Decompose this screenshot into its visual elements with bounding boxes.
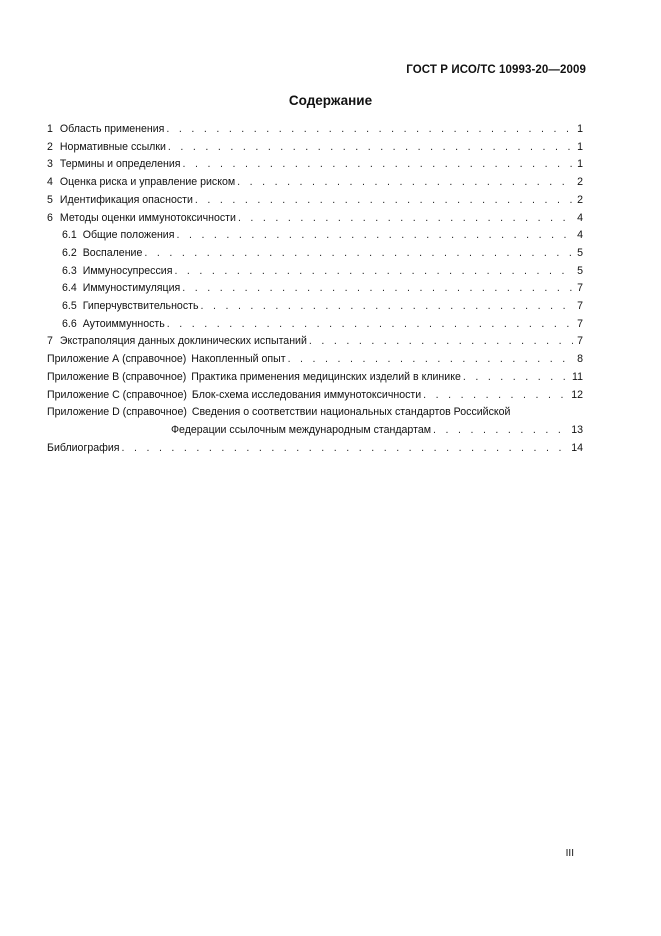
toc-entry-title: Иммуностимуляция xyxy=(82,282,181,295)
toc-entry-page: 2 xyxy=(577,193,583,206)
leader-dots xyxy=(288,351,573,369)
toc-entry-title: Нормативные ссылки xyxy=(59,140,166,153)
toc-entry-page: 7 xyxy=(577,317,583,330)
toc-entry-4[interactable] xyxy=(47,174,583,192)
toc-entry-page: 1 xyxy=(577,158,583,171)
toc-entry-title: Экстраполяция данных доклинических испытаний xyxy=(59,335,307,348)
appendix-prefix: Приложение А (справочное) xyxy=(47,353,187,366)
toc-entry-5[interactable] xyxy=(47,192,583,210)
toc-entry-6-5[interactable] xyxy=(47,298,583,316)
toc-appendix-b[interactable] xyxy=(47,369,583,387)
leader-dots xyxy=(433,422,569,440)
toc-entry-6[interactable] xyxy=(47,210,583,228)
appendix-prefix: Приложение D (справочное) xyxy=(47,406,187,419)
leader-dots xyxy=(174,263,573,281)
toc-entry-title: Область применения xyxy=(59,123,165,135)
appendix-title: Блок-схема исследования иммунотоксичности xyxy=(191,388,422,401)
appendix-page: 13 xyxy=(571,423,583,436)
toc-bibliography[interactable] xyxy=(47,440,583,458)
toc-appendix-d[interactable] xyxy=(47,404,583,422)
toc-entry-6-2[interactable] xyxy=(47,245,583,263)
toc-entry-3[interactable] xyxy=(47,156,583,174)
appendix-title: Практика применения медицинских изделий в клинике xyxy=(191,370,461,383)
appendix-page: 12 xyxy=(571,388,583,401)
toc-entry-page: 2 xyxy=(577,176,583,189)
toc-entry-title: Термины и определения xyxy=(59,158,181,171)
toc-entry-number: 2 xyxy=(47,140,53,153)
appendix-prefix: Приложение С (справочное) xyxy=(47,388,187,401)
toc-entry-page: 4 xyxy=(577,211,583,224)
toc-entry-title: Общие положения xyxy=(82,229,175,242)
toc-appendix-c[interactable] xyxy=(47,387,583,405)
toc-entry-number: 3 xyxy=(47,158,53,171)
toc-entry-page: 7 xyxy=(577,282,583,295)
leader-dots xyxy=(168,139,573,157)
toc-entry-number: 6.1 xyxy=(62,229,77,242)
leader-dots xyxy=(200,298,573,316)
toc-entry-number: 6.6 xyxy=(62,317,77,330)
leader-dots xyxy=(167,316,573,334)
toc-entry-number: 6.5 xyxy=(62,300,77,313)
leader-dots xyxy=(238,210,573,228)
toc-entry-title: Воспаление xyxy=(82,246,143,259)
toc-entry-page: 5 xyxy=(577,264,583,277)
toc-entry-page: 7 xyxy=(577,300,583,313)
toc-entry-page: 5 xyxy=(577,246,583,259)
bibliography-page: 14 xyxy=(571,441,583,454)
leader-dots xyxy=(195,192,573,210)
toc-entry-title: Иммуносупрессия xyxy=(82,264,173,277)
toc-appendix-a[interactable] xyxy=(47,351,583,369)
toc-entry-number: 5 xyxy=(47,193,53,206)
toc-entry-number: 6 xyxy=(47,211,53,224)
toc-entry-title: Идентификация опасности xyxy=(59,193,193,206)
toc-entry-6-3[interactable] xyxy=(47,263,583,281)
leader-dots xyxy=(463,369,570,387)
toc-entry-page: 4 xyxy=(577,229,583,242)
appendix-page: 8 xyxy=(577,353,583,366)
toc-entry-number: 1 xyxy=(47,123,53,135)
toc-entry-2[interactable] xyxy=(47,139,583,157)
toc-entry-number: 6.4 xyxy=(62,282,77,295)
toc-entry-page: 1 xyxy=(577,123,583,135)
toc-entry-number: 6.2 xyxy=(62,246,77,259)
toc-appendix-d-continuation[interactable] xyxy=(47,422,583,440)
leader-dots xyxy=(423,387,569,405)
leader-dots xyxy=(176,227,573,245)
appendix-title: Накопленный опыт xyxy=(191,353,286,366)
bibliography-title: Библиография xyxy=(47,441,120,454)
toc-entry-number: 7 xyxy=(47,335,53,348)
toc-entry-number: 6.3 xyxy=(62,264,77,277)
toc-entry-6-6[interactable] xyxy=(47,316,583,334)
toc-entry-7[interactable] xyxy=(47,333,583,351)
appendix-title: Сведения о соответствии национальных стандартов Российской xyxy=(191,406,511,419)
table-of-contents xyxy=(47,121,583,457)
appendix-title-continuation: Федерации ссылочным международным стандартам xyxy=(171,423,431,436)
appendix-page: 11 xyxy=(572,370,583,383)
toc-entry-title: Гиперчувствительность xyxy=(82,300,199,313)
toc-entry-page: 1 xyxy=(577,140,583,153)
appendix-prefix: Приложение В (справочное) xyxy=(47,370,187,383)
leader-dots xyxy=(144,245,573,263)
standard-designation: ГОСТ Р ИСО/ТС 10993-20—2009 xyxy=(406,64,586,76)
leader-dots xyxy=(183,156,573,174)
toc-entry-title: Оценка риска и управление риском xyxy=(59,176,236,189)
toc-entry-title: Аутоиммунность xyxy=(82,317,165,330)
toc-title: Содержание xyxy=(288,93,373,108)
leader-dots xyxy=(166,121,573,139)
leader-dots xyxy=(182,280,573,298)
toc-entry-title: Методы оценки иммунотоксичности xyxy=(59,211,236,224)
leader-dots xyxy=(237,174,573,192)
leader-dots xyxy=(121,440,569,458)
toc-entry-6-1[interactable] xyxy=(47,227,583,245)
toc-entry-6-4[interactable] xyxy=(47,280,583,298)
toc-entry-1[interactable] xyxy=(47,121,583,139)
leader-dots xyxy=(309,333,573,351)
toc-entry-page: 7 xyxy=(577,335,583,348)
page-number: III xyxy=(565,848,574,859)
toc-entry-number: 4 xyxy=(47,176,53,189)
